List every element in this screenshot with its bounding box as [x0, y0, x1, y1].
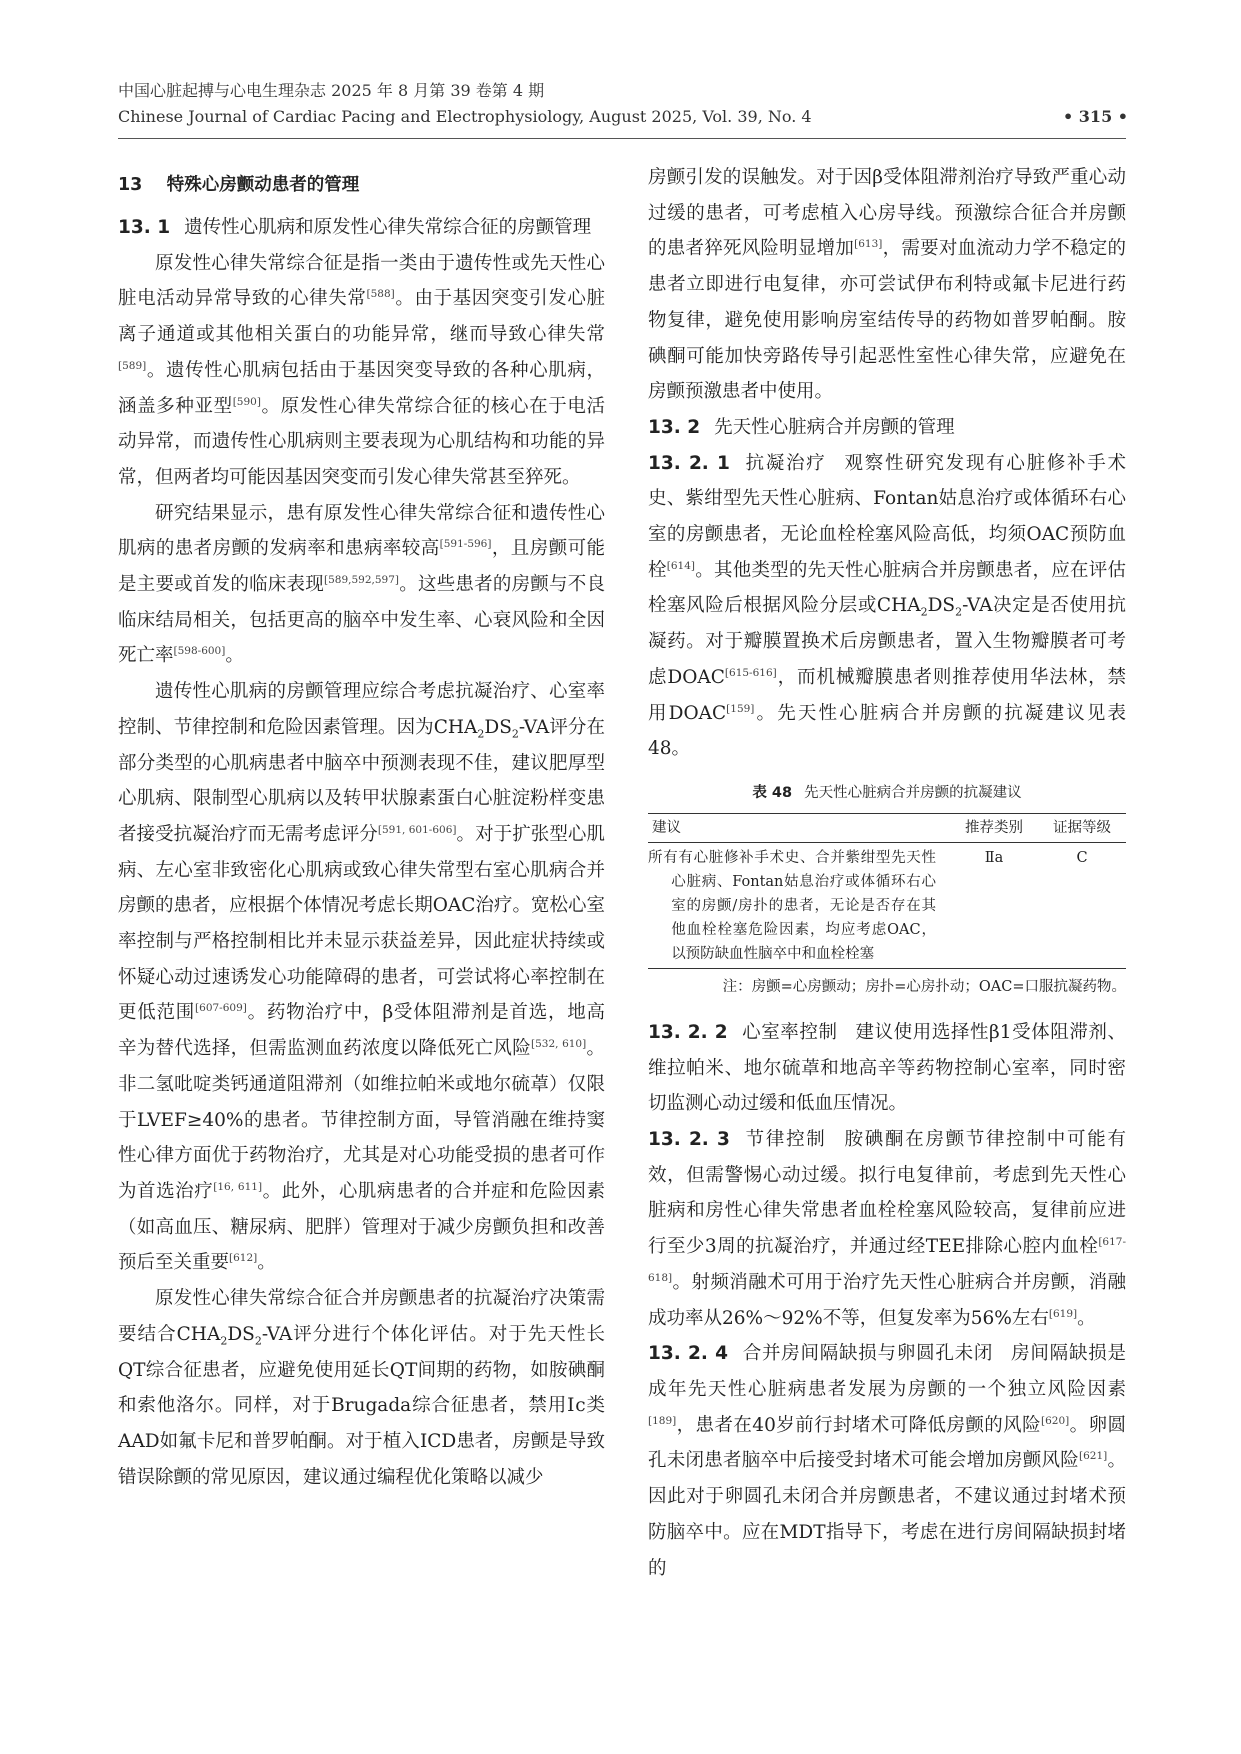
citation: [588]: [366, 288, 395, 301]
table-label: 表 48: [752, 784, 793, 801]
citation: [621]: [1079, 1450, 1108, 1463]
subsection-number: 13. 2. 1: [648, 452, 730, 474]
subsection-title: 先天性心脏病合并房颤的管理: [714, 416, 955, 438]
header-cn: 中国心脏起搏与心电生理杂志 2025 年 8 月第 39 卷第 4 期: [118, 81, 545, 100]
citation: [613]: [854, 238, 883, 251]
citation: [590]: [232, 395, 261, 408]
table-48: [648, 813, 1126, 969]
citation: [598-600]: [173, 645, 226, 658]
subsection-number: 13. 2: [648, 416, 701, 438]
paragraph: 13. 2. 2 心室率控制 建议使用选择性β1受体阻滞剂、维拉帕米、地尔硫䓬和地高辛等药物控制心室率，同时密切监测心动过缓和低血压情况。: [648, 1021, 1126, 1115]
citation: [607-609]: [195, 1002, 247, 1015]
running-header: [118, 78, 1128, 130]
citation: [615-616]: [724, 666, 777, 679]
paragraph: 原发性心律失常综合征合并房颤患者的抗凝治疗决策需要结合$CHA_2DS_2-VA$评分进行个体化评估。对于先天性长QT综合征患者，应避免使用延长QT间期的药物，如胺碘酮和索他洛尔。同样，对于Brugada综合征患者，禁用Ⅰc类AAD如氟卡尼和普罗帕酮。对于植入ICD患者，房颤是导致错误除颤的常见原因，建议通过编程优化策略以减少: [118, 1288, 606, 1488]
section-13-heading: [118, 168, 605, 202]
table-row: [648, 842, 1126, 968]
header-en: Chinese Journal of Cardiac Pacing and Electrophysiology, August 2025, Vol. 39, No. 4: [118, 107, 812, 126]
subsection-number: 13. 2. 3: [648, 1129, 730, 1151]
citation: [159]: [726, 702, 755, 715]
right-column: [648, 160, 1126, 1586]
header-en-line: [118, 104, 1128, 130]
table-header-row: [648, 813, 1126, 842]
table-48-caption: [648, 781, 1126, 805]
run-in-heading: 心室率控制: [741, 1021, 838, 1043]
subsection-13-1-heading: [118, 210, 605, 246]
citation: [591-596]: [439, 538, 492, 551]
left-column: [118, 160, 605, 1495]
paragraph: 房颤引发的误触发。对于因β受体阻滞剂治疗导致严重心动过缓的患者，可考虑植入心房导线。预激综合征合并房颤的患者猝死风险明显增加[613]，需要对血流动力学不稳定的患者立即进行电复律，亦可尝试伊布利特或氟卡尼进行药物复律，避免使用影响房室结传导的药物如普罗帕酮。胺碘酮可能加快旁路传导引起恶性室性心律失常，应避免在房颤预激患者中使用。: [648, 167, 1126, 403]
page-number: • 315 •: [1063, 107, 1128, 126]
table-cell: C: [1076, 849, 1088, 866]
citation: [589,592,597]: [324, 573, 399, 586]
table-note: 注：房颤=心房颤动；房扑=心房扑动；OAC=口服抗凝药物。: [722, 978, 1126, 995]
table-title: 先天性心脏病合并房颤的抗凝建议: [804, 784, 1022, 801]
citation: [620]: [1041, 1414, 1070, 1427]
subsection-title: 遗传性心肌病和原发性心律失常综合征的房颤管理: [184, 217, 592, 238]
table-cell: 所有有心脏修补手术史、合并紫绀型先天性心脏病、Fontan姑息治疗或体循环右心室的房颤/房扑的患者，无论是否存在其他血栓栓塞危险因素，均应考虑OAC，以预防缺血性脑卒中和血栓栓塞: [648, 849, 936, 962]
paragraph: 遗传性心肌病的房颤管理应综合考虑抗凝治疗、心室率控制、节律控制和危险因素管理。因为$CHA_2DS_2-VA$评分在部分类型的心肌病患者中脑卒中预测表现不佳，建议肥厚型心肌病、限制型心肌病以及转甲状腺素蛋白心脏淀粉样变患者接受抗凝治疗而无需考虑评分[591, 601-606]。对于扩张型心肌病、左心室非致密化心肌病或致心律失常型右室心肌病合并房颤的患者，应根据个体情况考虑长期OAC治疗。宽松心室率控制与严格控制相比并未显示获益差异，因此症状持续或怀疑心动过速诱发心功能障碍的患者，可尝试将心率控制在更低范围[607-609]。药物治疗中，β受体阻滞剂是首选，地高辛为替代选择，但需监测血药浓度以降低死亡风险[532, 610]。非二氢吡啶类钙通道阻滞剂（如维拉帕米或地尔硫䓬）仅限于LVEF≥40%的患者。节律控制方面，导管消融在维持窦性心律方面优于药物治疗，尤其是对心功能受损的患者可作为首选治疗[16, 611]。此外，心肌病患者的合并症和危险因素（如高血压、糖尿病、肥胖）管理对于减少房颤负担和改善预后至关重要[612]。: [118, 681, 605, 1274]
subsection-number: 13. 2. 4: [648, 1343, 728, 1365]
subsection-number: 13. 1: [118, 217, 171, 238]
run-in-heading: 抗凝治疗: [743, 452, 827, 474]
header-rule: [118, 138, 1126, 139]
paragraph: 13. 2. 1 抗凝治疗 观察性研究发现有心脏修补手术史、紫绀型先天性心脏病、Fontan姑息治疗或体循环右心室的房颤患者，无论血栓栓塞风险高低，均须OAC预防血栓[614]。其他类型的先天性心脏病合并房颤患者，应在评估栓塞风险后根据风险分层或$CHA_2DS_2-VA$决定是否使用抗凝药。对于瓣膜置换术后房颤患者，置入生物瓣膜者可考虑DOAC[615-616]，而机械瓣膜患者则推荐使用华法林，禁用DOAC[159]。先天性心脏病合并房颤的抗凝建议见表48。: [648, 452, 1126, 760]
run-in-heading: 节律控制: [743, 1129, 827, 1151]
citation: [614]: [666, 559, 695, 572]
table-cell: Ⅱa: [984, 849, 1004, 866]
table-header: 证据等级: [1038, 813, 1126, 842]
paragraph: 研究结果显示，患有原发性心律失常综合征和遗传性心肌病的患者房颤的发病率和患病率较高[591-596]，且房颤可能是主要或首发的临床表现[589,592,597]。这些患者的房颤与不良临床结局相关，包括更高的脑卒中发生率、心衰风险和全因死亡率[598-600]。: [118, 502, 605, 667]
citation: [612]: [229, 1252, 258, 1265]
subsection-number: 13. 2. 2: [648, 1021, 728, 1043]
citation: [589]: [118, 359, 147, 372]
paragraph: 13. 2. 4 合并房间隔缺损与卵圆孔未闭 房间隔缺损是成年先天性心脏病患者发展为房颤的一个独立风险因素[189]，患者在40岁前行封堵术可降低房颤的风险[620]。卵圆孔未闭患者脑卒中后接受封堵术可能会增加房颤风险[621]。因此对于卵圆孔未闭合并房颤患者，不建议通过封堵术预防脑卒中。应在MDT指导下，考虑在进行房间隔缺损封堵的: [648, 1343, 1126, 1579]
section-number: 13: [118, 175, 143, 195]
table-header: 推荐类别: [950, 813, 1038, 842]
run-in-heading: 合并房间隔缺损与卵圆孔未闭: [741, 1343, 994, 1365]
subsection-13-2-heading: [648, 410, 1126, 446]
paragraph: 13. 2. 3 节律控制 胺碘酮在房颤节律控制中可能有效，但需警惕心动过缓。拟行电复律前，考虑到先天性心脏病和房性心律失常患者血栓栓塞风险较高，复律前应进行至少3周的抗凝治疗，并通过经TEE排除心腔内血栓[617-618]。射频消融术可用于治疗先天性心脏病合并房颤，消融成功率从26%～92%不等，但复发率为56%左右[619]。: [648, 1129, 1126, 1329]
table-header: 建议: [648, 813, 950, 842]
citation: [617-618]: [648, 1236, 1126, 1284]
citation: [189]: [648, 1414, 677, 1427]
citation: [16, 611]: [213, 1180, 263, 1193]
citation: [591, 601-606]: [377, 823, 457, 836]
section-title: 特殊心房颤动患者的管理: [166, 175, 360, 195]
paragraph: 原发性心律失常综合征是指一类由于遗传性或先天性心脏电活动异常导致的心律失常[588]。由于基因突变引发心脏离子通道或其他相关蛋白的功能异常，继而导致心律失常[589]。遗传性心肌病包括由于基因突变导致的各种心肌病，涵盖多种亚型[590]。原发性心律失常综合征的核心在于电活动异常，而遗传性心肌病则主要表现为心肌结构和功能的异常，但两者均可能因基因突变而引发心律失常甚至猝死。: [118, 252, 605, 488]
citation: [619]: [1048, 1307, 1078, 1320]
citation: [532, 610]: [530, 1038, 587, 1051]
